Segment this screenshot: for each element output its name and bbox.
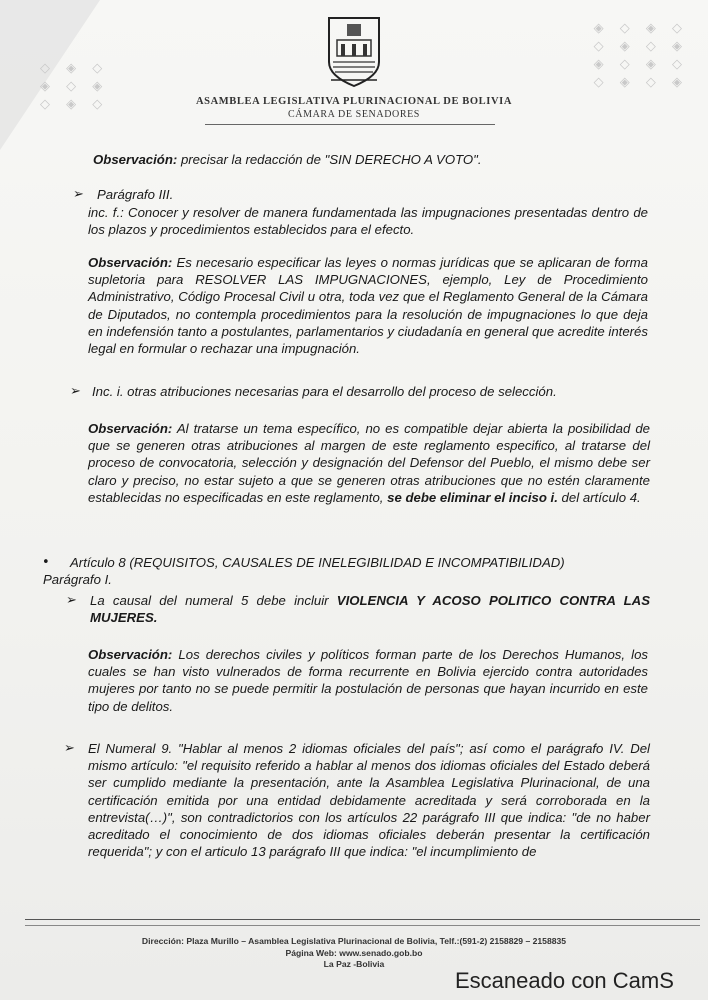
footer-website: Página Web: www.senado.gob.bo — [285, 947, 423, 958]
observation-label: Observación: — [88, 255, 173, 270]
paragraph-label: Parágrafo I. — [43, 572, 112, 587]
observation-tail: del artículo 4. — [557, 489, 641, 505]
arrow-bullet-icon: ➢ — [73, 187, 84, 202]
header-divider — [205, 124, 495, 125]
observation-2 — [88, 254, 648, 357]
item-text-emphasis: VIOLENCIA Y ACOSO POLITICO CONTRA LAS MUJERES. — [90, 593, 651, 626]
arrow-bullet-icon: ➢ — [70, 384, 81, 399]
institution-name: ASAMBLEA LEGISLATIVA PLURINACIONAL DE BOLIVIA — [195, 96, 513, 107]
observation-label: Observación: — [88, 421, 173, 436]
observation-text: Los derechos civiles y políticos forman parte de los Derechos Humanos, los cuales se han visto vulnerados de forma recurrente en Bolivia ejercido contra autoridades mujeres por tanto no se puede permitir la postulación de personas que hayan incurrido en este tipo de delitos. — [88, 647, 648, 714]
footer-city: La Paz -Bolivia — [323, 959, 385, 969]
page-footer — [0, 936, 708, 971]
chamber-name: CÁMARA DE SENADORES — [288, 109, 420, 120]
observation-label: Observación: — [88, 647, 173, 662]
decorative-pattern-left: ◇ ◈ ◇ ◈ ◇ ◈ ◇ ◈ ◇ — [40, 61, 109, 112]
item-text: El Numeral 9. "Hablar al menos 2 idiomas oficiales del país"; así como el parágrafo IV. Del mismo artículo: "el requisito referido a hablar al menos dos idiomas oficiales del Estado deberá ser cumplido mediante la presentación, ante la Asamblea Legislativa Plurinacional, de una certificación emitida por una entidad debidamente acreditada y será corroborada en la entrevista(…)", son contradictorios con los artículos 22 parágrafo III que indica: "de no haber acreditado el conocimiento de dos idiomas oficiales deberán presentar la certificación requerida"; y con el articulo 13 parágrafo III que indica: "el incumplimiento de — [88, 741, 650, 860]
round-bullet-icon: • — [42, 555, 50, 570]
footer-divider-secondary — [25, 925, 700, 926]
observation-text: precisar la redacción de "SIN DERECHO A VOTO". — [177, 152, 482, 167]
arrow-bullet-icon: ➢ — [64, 741, 75, 756]
observation-1 — [93, 151, 653, 168]
footer-address: Dirección: Plaza Murillo – Asamblea Legislativa Plurinacional de Bolivia, Telf.:(591-2) 2158829 – 2158835 — [141, 936, 567, 946]
item-title: Parágrafo III. — [97, 187, 174, 202]
observation-4 — [88, 646, 648, 715]
footer-divider — [25, 919, 700, 920]
item-text: inc. f.: Conocer y resolver de manera fundamentada las impugnaciones presentadas dentro de los plazos y procedimientos establecidos para el efecto. — [88, 205, 648, 238]
senate-seal-icon — [323, 14, 385, 94]
arrow-bullet-icon: ➢ — [66, 593, 77, 608]
observation-text: Es necesario especificar las leyes o normas jurídicas que se aplicaran de forma supletoria para RESOLVER LAS IMPUGNACIONES, ejemplo, Ley de Procedimiento Administrativo, Código Procesal Civil u otra, toda vez que el Reglamento General de la Cámara de Diputados, no contempla procedimientos para la resolución de impugnaciones lo que deja en indefensión tanto a postulantes, parlamentarios y ciudadanía en general que acredite interés legal en formular o rechazar una impugnación. — [88, 255, 648, 357]
scanner-watermark: Escaneado con CamS — [455, 968, 674, 993]
observation-text: Al tratarse un tema específico, no es compatible dejar abierta la posibilidad de que se generen otras atribuciones al margen de este reglamento especifico, al tratarse del proceso de convocatoria, selección y designación del Defensor del Pueblo, el mismo debe ser claro y preciso, no estar sujeto a que se generen otras atribuciones que no estén claramente establecidas no especificadas en este reglamento, — [88, 421, 650, 505]
decorative-pattern-right: ◈ ◇ ◈ ◇ ◇ ◈ ◇ ◈ ◈ ◇ ◈ ◇ ◇ ◈ ◇ ◈ — [593, 21, 688, 90]
item-text-lead: La causal del numeral 5 debe incluir — [90, 593, 337, 608]
observation-3 — [88, 420, 650, 506]
article-title: Artículo 8 (REQUISITOS, CAUSALES DE INELEGIBILIDAD E INCOMPATIBILIDAD) — [70, 555, 565, 570]
item-text: Inc. i. otras atribuciones necesarias para el desarrollo del proceso de selección. — [92, 384, 557, 399]
item-text — [90, 592, 650, 626]
letterhead — [0, 14, 708, 120]
observation-emphasis: se debe eliminar el inciso i. — [387, 489, 558, 505]
observation-label: Observación: — [93, 152, 178, 167]
